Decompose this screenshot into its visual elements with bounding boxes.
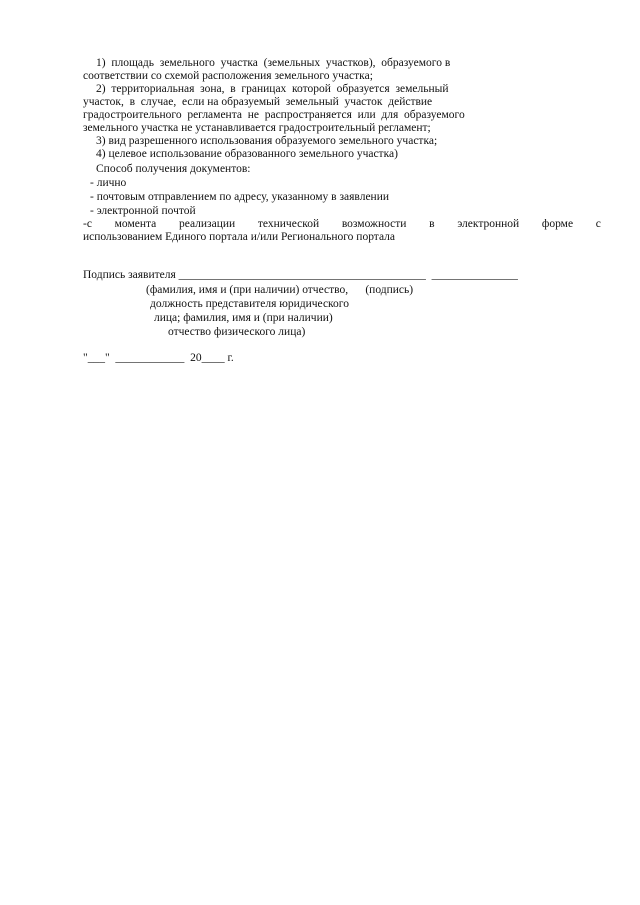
word: форме (541, 218, 574, 230)
paragraph-3: 3) вид разрешенного использования образуемого земельного участка; (96, 135, 438, 147)
word: -с (83, 218, 92, 230)
date-line: "___" ____________ 20____ г. (83, 352, 234, 364)
delivery-option-email: - электронной почтой (90, 205, 196, 217)
paragraph-2-line-3: градостроительного регламента не распространяется или для образуемого (83, 109, 465, 121)
word: технической (257, 218, 320, 230)
word: с (595, 218, 601, 230)
paragraph-4: 4) целевое использование образованного земельного участка) (96, 148, 398, 160)
paragraph-1-line-1: 1) площадь земельного участка (земельных участков), образуемого в (96, 57, 451, 69)
delivery-option-post: - почтовым отправлением по адресу, указанному в заявлении (90, 191, 390, 203)
signature-caption-line-4: отчество физического лица) (168, 326, 306, 338)
paragraph-2-line-1: 2) территориальная зона, в границах которой образуется земельный (96, 83, 449, 95)
delivery-option-in-person: - лично (90, 177, 127, 189)
paragraph-2-line-4: земельного участка не устанавливается градостроительный регламент; (83, 122, 431, 134)
delivery-heading: Способ получения документов: (96, 163, 251, 175)
delivery-option-electronic-line-1 (83, 218, 601, 231)
paragraph-1-line-2: соответствии со схемой расположения земельного участка; (83, 70, 373, 82)
signature-caption-line-1: (фамилия, имя и (при наличии) отчество, (подпись) (146, 284, 414, 296)
word: электронной (457, 218, 520, 230)
word: в (429, 218, 435, 230)
paragraph-2-line-2: участок, в случае, если на образуемый земельный участок действие (83, 96, 433, 108)
signature-caption-line-3: лица; фамилия, имя и (при наличии) (154, 312, 333, 324)
word: момента (114, 218, 157, 230)
delivery-option-electronic-line-2: использованием Единого портала и/или Регионального портала (83, 231, 396, 243)
word: реализации (178, 218, 236, 230)
signature-caption-line-2: должность представителя юридического (150, 298, 349, 310)
word: возможности (341, 218, 407, 230)
signature-label: Подпись заявителя ___________________________________________ _______________ (83, 269, 518, 281)
